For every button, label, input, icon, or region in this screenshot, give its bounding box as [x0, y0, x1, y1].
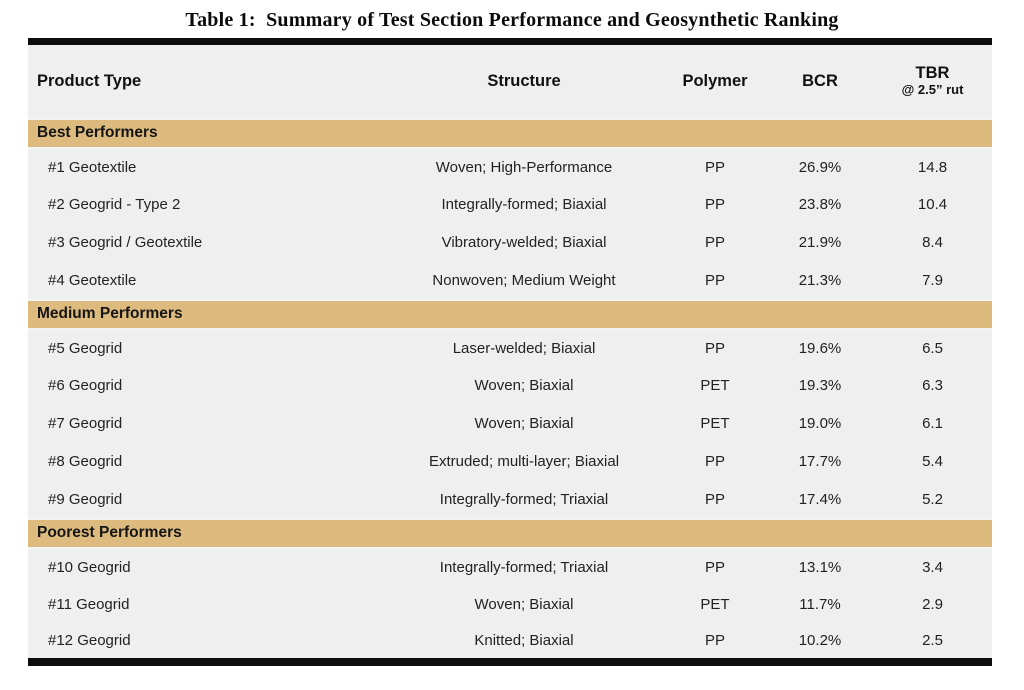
column-header-tbr: [873, 42, 992, 119]
header-row: [28, 42, 992, 119]
polymer-cell: PP: [704, 558, 725, 576]
polymer-cell: PET: [700, 415, 730, 432]
product-cell: #3 Geogrid / Geotextile: [48, 234, 203, 251]
bcr-cell: 19.6%: [798, 339, 842, 357]
tbr-cell: 8.4: [922, 234, 943, 251]
polymer-cell: PP: [704, 453, 725, 470]
section-label: Medium Performers: [28, 300, 992, 329]
table-row: [28, 186, 992, 224]
product-cell: #8 Geogrid: [48, 453, 123, 470]
table-row: [28, 548, 992, 586]
tbr-cell: 5.2: [922, 490, 943, 508]
polymer-cell: PET: [700, 596, 730, 613]
performance-table-container: [28, 38, 992, 666]
product-cell: #7 Geogrid: [48, 415, 123, 432]
tbr-cell: 2.9: [922, 596, 943, 613]
structure-cell: Integrally-formed; Triaxial: [439, 490, 609, 508]
structure-cell: Integrally-formed; Triaxial: [439, 558, 609, 576]
bcr-cell: 19.3%: [798, 377, 842, 394]
performance-table: [28, 38, 992, 666]
table-row: [28, 586, 992, 624]
section-header-best-performers: [28, 119, 992, 148]
structure-cell: Woven; High-Performance: [435, 158, 613, 176]
product-cell: #5 Geogrid: [48, 339, 123, 357]
polymer-cell: PET: [700, 377, 730, 394]
product-cell: #12 Geogrid: [48, 632, 131, 649]
structure-cell: Vibratory-welded; Biaxial: [441, 234, 607, 251]
structure-cell: Nonwoven; Medium Weight: [432, 271, 616, 289]
bcr-cell: 19.0%: [798, 415, 842, 432]
table-caption: Table 1: Summary of Test Section Performance and Geosynthetic Ranking: [185, 9, 839, 31]
table-row: [28, 405, 992, 443]
bcr-cell: 21.9%: [798, 234, 842, 251]
tbr-cell: 14.8: [917, 158, 948, 176]
table-row: [28, 624, 992, 662]
section-label: Poorest Performers: [28, 519, 992, 548]
product-cell: #4 Geotextile: [48, 271, 137, 289]
section-header-medium-performers: [28, 300, 992, 329]
structure-cell: Laser-welded; Biaxial: [452, 339, 596, 357]
tbr-cell: 2.5: [922, 632, 943, 649]
bcr-cell: 11.7%: [799, 596, 841, 613]
structure-cell: Knitted; Biaxial: [474, 632, 574, 649]
bcr-cell: 17.4%: [798, 490, 842, 508]
table-row: [28, 224, 992, 262]
bcr-cell: 10.2%: [798, 632, 842, 649]
product-cell: #2 Geogrid - Type 2: [48, 196, 181, 213]
table-row: [28, 262, 992, 300]
tbr-cell: 6.3: [922, 377, 943, 394]
column-header-structure: Structure: [487, 71, 561, 90]
column-header-bcr: BCR: [802, 71, 838, 90]
product-cell: #11 Geogrid: [48, 596, 130, 613]
structure-cell: Extruded; multi-layer; Biaxial: [428, 453, 620, 470]
bcr-cell: 17.7%: [798, 453, 842, 470]
table-row: [28, 148, 992, 186]
table-row: [28, 367, 992, 405]
structure-cell: Integrally-formed; Biaxial: [441, 196, 607, 213]
tbr-cell: 10.4: [917, 196, 948, 213]
tbr-cell: 6.5: [922, 339, 943, 357]
structure-cell: Woven; Biaxial: [474, 596, 574, 613]
tbr-sublabel: @ 2.5” rut: [901, 82, 964, 98]
tbr-cell: 6.1: [922, 415, 943, 432]
polymer-cell: PP: [704, 339, 725, 357]
product-cell: #9 Geogrid: [48, 490, 123, 508]
table-row: [28, 329, 992, 367]
section-header-poorest-performers: [28, 519, 992, 548]
polymer-cell: PP: [704, 271, 725, 289]
tbr-cell: 7.9: [922, 271, 943, 289]
bcr-cell: 23.8%: [798, 196, 842, 213]
table-row: [28, 443, 992, 481]
polymer-cell: PP: [704, 234, 725, 251]
bcr-cell: 13.1%: [798, 558, 842, 576]
polymer-cell: PP: [704, 158, 725, 176]
polymer-cell: PP: [704, 632, 725, 649]
tbr-label: TBR: [915, 64, 950, 83]
bcr-cell: 26.9%: [798, 158, 842, 176]
table-row: [28, 481, 992, 519]
product-cell: #10 Geogrid: [48, 558, 131, 576]
polymer-cell: PP: [704, 196, 725, 213]
column-header-product-type: Product Type: [37, 71, 142, 90]
structure-cell: Woven; Biaxial: [474, 415, 574, 432]
column-header-polymer: Polymer: [682, 71, 748, 90]
polymer-cell: PP: [704, 490, 725, 508]
tbr-cell: 5.4: [922, 453, 943, 470]
product-cell: #6 Geogrid: [48, 377, 123, 394]
tbr-cell: 3.4: [922, 558, 943, 576]
product-cell: #1 Geotextile: [48, 158, 137, 176]
structure-cell: Woven; Biaxial: [474, 377, 574, 394]
bcr-cell: 21.3%: [798, 271, 842, 289]
section-label: Best Performers: [28, 119, 992, 148]
